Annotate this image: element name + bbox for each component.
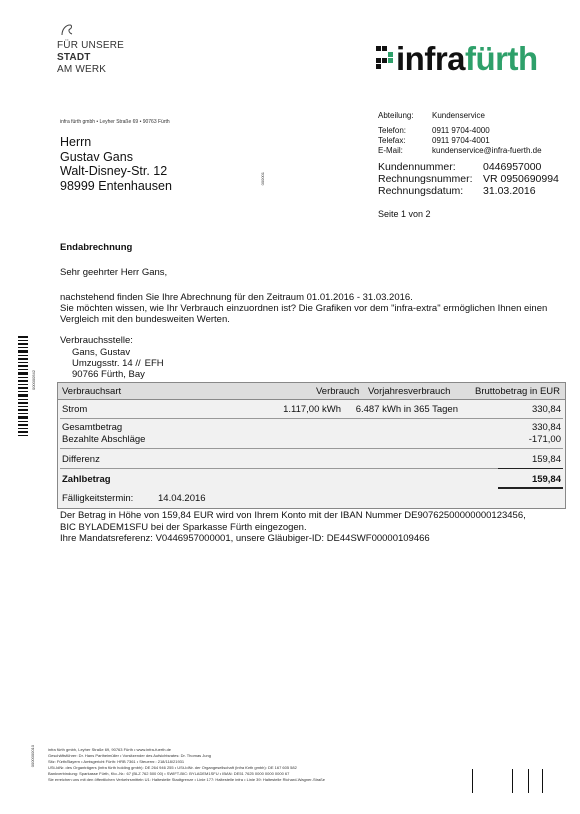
gesamtbetrag-value: 330,84	[531, 422, 561, 433]
footer-line-2: Geschäftsführer: Dr. Hans Partheimüller • Vorsitzender des Aufsichtsrates: Dr. Thomas Jung	[48, 753, 211, 758]
row-divider	[60, 448, 563, 449]
sender-line: infra fürth gmbh • Leyher Straße 69 • 90763 Fürth	[60, 119, 170, 125]
footer-line-3: Sitz: Fürth/Bayern • Amtsgericht Fürth: HRB 7361 • Steuernr.: 218/118/21931	[48, 759, 185, 764]
city-slogan	[57, 40, 124, 76]
footer	[48, 747, 325, 783]
rechnungsnummer-value: VR 0950690994	[483, 173, 559, 185]
footer-line-1: infra fürth gmbh, Leyher Straße 69, 90763 Fürth • www.infra-fuerth.de	[48, 747, 172, 752]
verbrauchsstelle-address	[72, 347, 164, 380]
recipient-name: Gustav Gans	[60, 149, 133, 164]
abschlaege-value: -171,00	[528, 434, 561, 445]
intro-line-1: nachstehend finden Sie Ihre Abrechnung für den Zeitraum 01.01.2016 - 31.03.2016.	[60, 292, 413, 303]
telefax-value: 0911 9704-4001	[432, 136, 490, 145]
intro-line-2: Sie möchten wissen, wie Ihr Verbrauch einzuordnen ist? Die Grafiken vor dem "infra-extra" ermöglichen Ihnen einen Vergleich mit den bundesweiten Werten.	[60, 303, 548, 325]
faelligkeit-value: 14.04.2016	[158, 493, 206, 504]
billing-table	[57, 382, 566, 509]
telefon-label: Telefon:	[378, 126, 407, 135]
strom-vorjahr: 6.487 kWh in 365 Tagen	[355, 404, 458, 415]
header-vorjahresverbrauch: Vorjahresverbrauch	[368, 386, 451, 397]
payment-line-1: Der Betrag in Höhe von 159,84 EUR wird von Ihrem Konto mit der IBAN Nummer DE90762500000000123456,	[60, 510, 526, 521]
barcode-icon	[18, 336, 28, 436]
strom-betrag: 330,84	[531, 404, 561, 415]
slogan-line-2: STADT	[57, 52, 91, 63]
logo-word-fuerth: fürth	[465, 40, 538, 77]
total-double-underline	[498, 487, 563, 489]
recipient-address	[60, 135, 172, 193]
folding-marks	[472, 769, 552, 793]
kundennummer-label: Kundennummer:	[378, 161, 456, 173]
mark	[528, 769, 529, 793]
mark	[542, 769, 543, 793]
verbrauchsstelle-city: 90766 Fürth, Bay	[72, 369, 145, 380]
rechnungsnummer-label: Rechnungsnummer:	[378, 173, 473, 185]
logo-pixel-icon	[376, 46, 396, 76]
logo-word-infra: infra	[396, 40, 466, 77]
telefon-value[interactable]: 0911 9704-4000	[432, 126, 490, 135]
mark	[472, 769, 473, 793]
city-slogan-mark-icon	[60, 23, 74, 37]
verbrauchsstelle-label: Verbrauchsstelle:	[60, 335, 133, 346]
payment-line-2: BIC BYLADEM1SFU bei der Sparkasse Fürth eingezogen.	[60, 521, 307, 533]
abschlaege-label: Bezahlte Abschläge	[62, 434, 146, 445]
strom-label: Strom	[62, 404, 88, 415]
verbrauchsstelle-street: Umzugsstr. 14 //	[72, 358, 141, 369]
slogan-line-3: AM WERK	[57, 64, 107, 75]
recipient-city: 98999 Entenhausen	[60, 178, 172, 193]
faelligkeit-label: Fälligkeitstermin:	[62, 493, 134, 504]
sum-underline	[498, 468, 563, 469]
slogan-line-1: FÜR UNSERE	[57, 40, 125, 51]
abteilung-label: Abteilung:	[378, 111, 414, 120]
gesamtbetrag-label: Gesamtbetrag	[62, 422, 123, 433]
verbrauchsstelle-type: EFH	[144, 358, 164, 369]
rechnungsdatum-value: 31.03.2016	[483, 185, 536, 197]
intro-paragraph	[60, 292, 560, 325]
recipient-street: Walt-Disney-Str. 12	[60, 164, 168, 178]
differenz-value: 159,84	[531, 454, 561, 465]
kundennummer-value: 0446957000	[483, 161, 542, 173]
page-info: Seite 1 von 2	[378, 209, 431, 219]
verbrauchsstelle-name: Gans, Gustav	[72, 347, 131, 358]
header-bruttobetrag: Bruttobetrag in EUR	[475, 386, 561, 397]
strom-verbrauch: 1.117,00 kWh	[283, 404, 341, 415]
recipient-code: 000001	[260, 172, 265, 186]
differenz-label: Differenz	[62, 454, 100, 465]
rechnungsdatum-label: Rechnungsdatum:	[378, 185, 464, 197]
footer-code: 0000000010	[30, 745, 35, 768]
payment-info	[60, 510, 570, 545]
zahlbetrag-label: Zahlbetrag	[62, 474, 111, 485]
telefax-label: Telefax:	[378, 136, 406, 145]
footer-line-4: USt-IdNr. des Organträgers (infra fürth holding gmbh): DE 264 946 255 • USt-IdNr. der Organgesellschaft (infra fürth gmbh): DE 167 605 582	[48, 765, 297, 770]
row-divider	[60, 468, 563, 469]
document-title: Endabrechnung	[60, 242, 133, 253]
side-code: 000000542	[31, 370, 36, 391]
contact-block	[378, 111, 542, 156]
email-link[interactable]: kundenservice@infra-fuerth.de	[432, 146, 542, 155]
table-header-row	[58, 383, 565, 400]
abteilung-value: Kundenservice	[432, 111, 485, 120]
footer-line-5: Bankverbindung: Sparkasse Fürth, Kto.-Nr.: 67 (BLZ 762 500 00) • SWIFT-BIC: BYLADEM1SFU • IBAN: DE51 7625 0000 0000 0000 67	[48, 771, 290, 776]
greeting: Sehr geehrter Herr Gans,	[60, 267, 168, 278]
header-verbrauch: Verbrauch	[316, 386, 360, 397]
recipient-salutation: Herrn	[60, 135, 92, 149]
invoice-references	[378, 161, 559, 197]
payment-line-3: Ihre Mandatsreferenz: V0446957000001, unsere Gläubiger-ID: DE44SWF00000109466	[60, 533, 430, 544]
row-divider	[60, 418, 563, 419]
mark	[512, 769, 513, 793]
footer-line-6: Sie erreichen uns mit den öffentlichen Verkehrsmitteln U1: Haltestelle Stadtgrenze • Linie 177: Haltestelle infra • Linie 39: Haltestelle Richard-Wagner-Straße	[48, 777, 325, 782]
zahlbetrag-value: 159,84	[531, 474, 561, 485]
email-label: E-Mail:	[378, 146, 403, 155]
logo-wordmark	[396, 40, 538, 78]
infra-fuerth-logo	[376, 40, 566, 88]
header-verbrauchsart: Verbrauchsart	[62, 386, 122, 397]
